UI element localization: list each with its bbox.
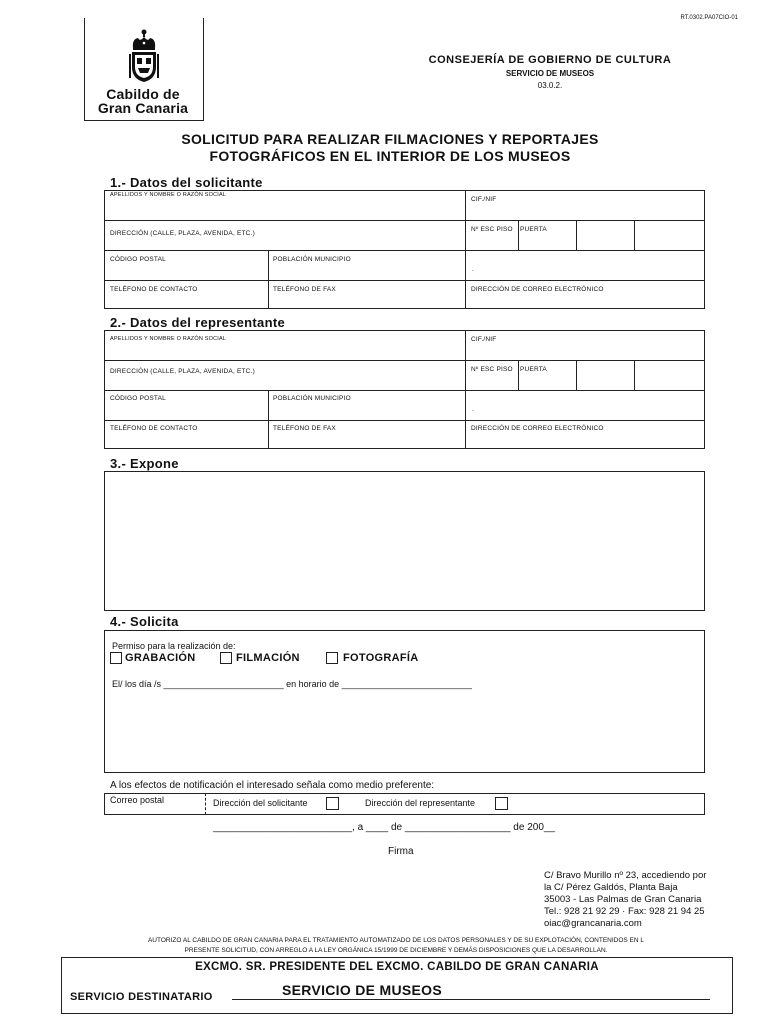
applicant-email-field[interactable]: DIRECCIÓN DE CORREO ELECTRÓNICO — [471, 286, 604, 293]
document-reference: RT.0302.PA07CIO-01 — [680, 15, 738, 21]
header-subtitle: SERVICIO DE MUSEOS — [505, 69, 595, 78]
applicant-dot: . — [472, 266, 475, 273]
notification-divider — [205, 793, 206, 815]
representative-col-divider — [465, 330, 466, 449]
applicant-col-divider — [268, 250, 269, 309]
section-1-heading: 1.- Datos del solicitante — [110, 175, 263, 190]
applicant-town-field[interactable]: POBLACIÓN MUNICIPIO — [273, 256, 351, 263]
applicant-cif-field[interactable]: CIF./NIF — [471, 196, 497, 203]
representative-email-field[interactable]: DIRECCIÓN DE CORREO ELECTRÓNICO — [471, 425, 604, 432]
office-address — [544, 870, 706, 930]
firma-label: Firma — [388, 846, 414, 857]
applicant-row-divider — [104, 280, 705, 281]
representative-floor-field[interactable]: Nº ESC PISO — [471, 366, 513, 373]
address-line: C/ Bravo Murillo nº 23, accediendo por — [544, 870, 707, 881]
servicio-destinatario-label: SERVICIO DESTINATARIO — [70, 991, 213, 1003]
grabacion-checkbox[interactable] — [110, 652, 122, 664]
address-line: 35003 - Las Palmas de Gran Canaria — [544, 894, 702, 905]
permiso-label: Permiso para la realización de: — [112, 641, 236, 651]
representative-address-field[interactable]: DIRECCIÓN (CALLE, PLAZA, AVENIDA, ETC.) — [110, 368, 255, 375]
dias-horario-line[interactable]: El/ los día /s ________________________ en horario de __________________________ — [112, 679, 472, 689]
header-code: 03.0.2. — [537, 81, 563, 90]
address-line: Tel.: 928 21 92 29 · Fax: 928 21 94 25 — [544, 906, 705, 917]
applicant-fax-field[interactable]: TELÉFONO DE FAX — [273, 286, 336, 293]
fotografia-label: FOTOGRAFÍA — [343, 652, 419, 664]
representative-fax-field[interactable]: TELÉFONO DE FAX — [273, 425, 336, 432]
document-title — [110, 131, 670, 165]
logo-line-1: Cabildo de — [106, 86, 180, 102]
document-title-line-2: FOTOGRÁFICOS EN EL INTERIOR DE LOS MUSEOS — [209, 148, 571, 164]
grabacion-label: GRABACIÓN — [125, 652, 196, 664]
representative-row-divider — [104, 360, 705, 361]
applicant-col-divider — [576, 220, 577, 250]
expone-textarea[interactable] — [104, 471, 705, 611]
header-title: CONSEJERÍA DE GOBIERNO DE CULTURA — [428, 54, 672, 66]
addressee: EXCMO. SR. PRESIDENTE DEL EXCMO. CABILDO DE GRAN CANARIA — [195, 961, 599, 973]
filmacion-checkbox[interactable] — [220, 652, 232, 664]
applicant-door-field[interactable]: PUERTA — [520, 226, 547, 233]
applicant-phone-field[interactable]: TELÉFONO DE CONTACTO — [110, 286, 198, 293]
legal-line-1: AUTORIZO AL CABILDO DE GRAN CANARIA PARA EL TRATAMIENTO AUTOMATIZADO DE LOS DATOS PERSONALES Y DE SU EXPLOTACIÓN, CONTENIDOS EN L — [147, 937, 645, 944]
dir-solicitante-checkbox[interactable] — [326, 797, 339, 810]
applicant-row-divider — [104, 220, 705, 221]
applicant-name-field[interactable]: APELLIDOS Y NOMBRE O RAZÓN SOCIAL — [110, 192, 227, 198]
applicant-row-divider — [104, 250, 705, 251]
applicant-col-divider — [465, 190, 466, 309]
section-2-heading: 2.- Datos del representante — [110, 315, 285, 330]
applicant-address-field[interactable]: DIRECCIÓN (CALLE, PLAZA, AVENIDA, ETC.) — [110, 230, 255, 237]
representative-name-field[interactable]: APELLIDOS Y NOMBRE O RAZÓN SOCIAL — [110, 336, 227, 342]
representative-dot: . — [472, 406, 475, 413]
coat-of-arms-icon — [126, 28, 162, 84]
representative-town-field[interactable]: POBLACIÓN MUNICIPIO — [273, 395, 351, 402]
correo-postal-label: Correo postal — [110, 795, 165, 805]
section-4-heading: 4.- Solicita — [110, 614, 179, 629]
representative-col-divider — [634, 360, 635, 390]
representative-phone-field[interactable]: TELÉFONO DE CONTACTO — [110, 425, 198, 432]
representative-postcode-field[interactable]: CÓDIGO POSTAL — [110, 395, 166, 402]
section-3-heading: 3.- Expone — [110, 456, 179, 471]
address-line: la C/ Pérez Galdós, Planta Baja — [544, 882, 678, 893]
notification-intro: A los efectos de notificación el interesado señala como medio preferente: — [110, 780, 435, 791]
dir-solicitante-label: Dirección del solicitante — [213, 798, 308, 808]
representative-door-field[interactable]: PUERTA — [520, 366, 547, 373]
dir-representante-label: Dirección del representante — [365, 798, 476, 808]
dir-representante-checkbox[interactable] — [495, 797, 508, 810]
applicant-postcode-field[interactable]: CÓDIGO POSTAL — [110, 256, 166, 263]
representative-cif-field[interactable]: CIF./NIF — [471, 336, 497, 343]
logo-text — [88, 87, 198, 115]
document-title-line-1: SOLICITUD PARA REALIZAR FILMACIONES Y REPORTAJES — [181, 131, 599, 147]
servicio-destinatario-value: SERVICIO DE MUSEOS — [282, 982, 442, 998]
date-line[interactable]: _________________________, a ____ de ___________________ de 200__ — [213, 822, 556, 833]
logo-line-2: Gran Canaria — [97, 100, 189, 116]
applicant-col-divider — [634, 220, 635, 250]
representative-col-divider — [268, 390, 269, 449]
filmacion-label: FILMACIÓN — [236, 652, 300, 664]
applicant-floor-field[interactable]: Nº ESC PISO — [471, 226, 513, 233]
fotografia-checkbox[interactable] — [326, 652, 338, 664]
representative-col-divider — [576, 360, 577, 390]
representative-row-divider — [104, 420, 705, 421]
legal-line-2: PRESENTE SOLICITUD, CON ARREGLO A LA LEY ORGÁNICA 15/1999 DE DICIEMBRE Y DEMÁS DISPOSICIONES QUE LA DESARROLLAN. — [184, 947, 608, 954]
legal-notice — [86, 936, 706, 956]
applicant-col-divider — [518, 220, 519, 250]
representative-row-divider — [104, 390, 705, 391]
representative-col-divider — [518, 360, 519, 390]
address-email[interactable]: oiac@grancanaria.com — [544, 918, 642, 929]
